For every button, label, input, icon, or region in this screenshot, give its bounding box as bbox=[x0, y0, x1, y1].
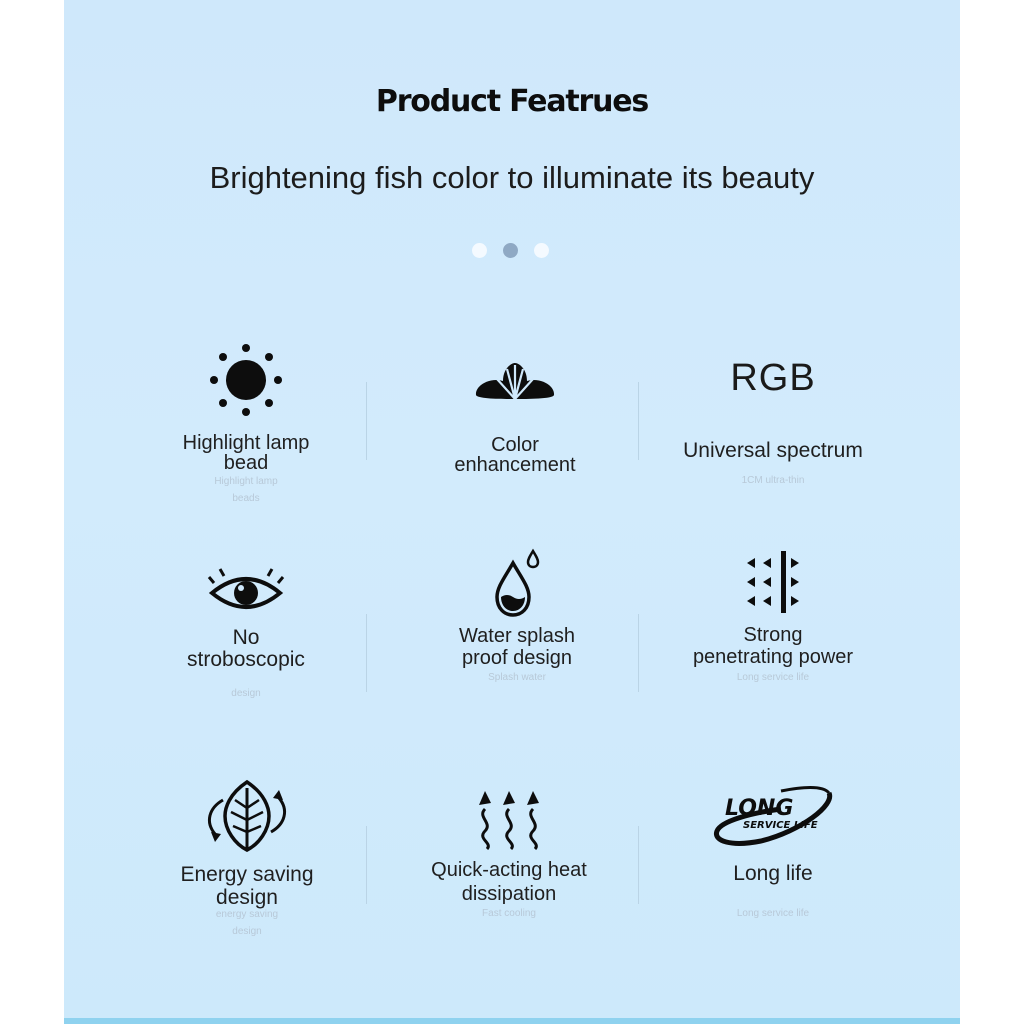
page-title: Product Featrues bbox=[375, 84, 649, 119]
leaf-cycle-icon bbox=[201, 778, 293, 854]
feature-water-splash-proof bbox=[402, 545, 632, 715]
feature-sublabel: Long service life bbox=[736, 672, 810, 683]
feature-sublabel: energy saving design bbox=[215, 909, 279, 937]
column-divider bbox=[638, 614, 639, 692]
feature-highlight-lamp-bead bbox=[131, 335, 361, 515]
column-divider bbox=[638, 382, 639, 460]
penetration-arrows-icon bbox=[741, 549, 805, 615]
feature-sublabel: Splash water bbox=[488, 672, 546, 683]
feature-strong-penetrating-power bbox=[658, 545, 888, 715]
feature-color-enhancement bbox=[400, 335, 630, 515]
feature-label: Water splash proof design bbox=[459, 625, 575, 669]
eye-icon bbox=[206, 563, 286, 619]
feature-sublabel: Fast cooling bbox=[482, 908, 536, 919]
feature-universal-spectrum bbox=[658, 335, 888, 515]
carousel-dot-active[interactable] bbox=[503, 243, 518, 258]
feature-label: Strong penetrating power bbox=[692, 624, 854, 668]
page-subtitle: Brightening fish color to illuminate its beauty bbox=[209, 160, 815, 195]
feature-heat-dissipation bbox=[394, 775, 624, 945]
feature-no-stroboscopic bbox=[131, 545, 361, 715]
shell-icon bbox=[473, 355, 557, 405]
feature-label: Long life bbox=[733, 862, 813, 885]
carousel-dot[interactable] bbox=[534, 243, 549, 258]
badge-long-text: LONG bbox=[725, 796, 794, 821]
feature-panel bbox=[64, 0, 960, 1024]
sun-icon bbox=[206, 340, 286, 420]
badge-service-life-text: SERVICE LIFE bbox=[743, 820, 818, 831]
feature-label: No stroboscopic bbox=[187, 626, 305, 671]
column-divider bbox=[366, 614, 367, 692]
feature-label: Energy saving design bbox=[180, 863, 314, 909]
feature-label: Quick-acting heat dissipation bbox=[431, 859, 587, 905]
water-drop-icon bbox=[489, 547, 545, 619]
long-service-life-badge-icon bbox=[711, 781, 835, 847]
feature-label: Highlight lamp bead bbox=[182, 432, 310, 474]
feature-sublabel: design bbox=[231, 688, 261, 699]
feature-label: Universal spectrum bbox=[683, 439, 863, 462]
feature-sublabel: Highlight lamp beads bbox=[214, 476, 278, 504]
feature-label: Color enhancement bbox=[454, 434, 576, 476]
feature-sublabel: 1CM ultra-thin bbox=[741, 475, 805, 486]
feature-energy-saving bbox=[132, 775, 362, 945]
carousel-dot[interactable] bbox=[472, 243, 487, 258]
column-divider bbox=[366, 382, 367, 460]
feature-long-life bbox=[658, 775, 888, 945]
carousel-dots bbox=[472, 243, 549, 258]
rgb-text-icon: RGB bbox=[730, 356, 816, 399]
feature-sublabel: Long service life bbox=[736, 908, 810, 919]
heat-waves-icon bbox=[471, 789, 547, 851]
column-divider bbox=[638, 826, 639, 904]
bottom-accent-bar bbox=[64, 1018, 960, 1024]
column-divider bbox=[366, 826, 367, 904]
